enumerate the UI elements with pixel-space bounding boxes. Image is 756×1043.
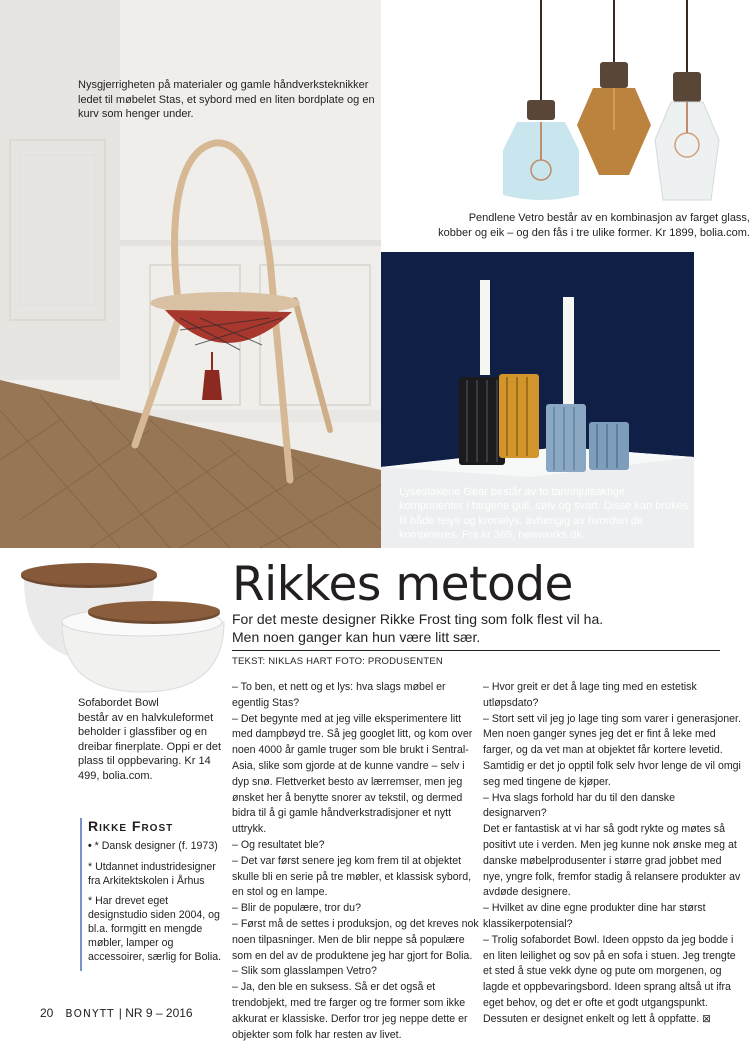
paragraph: – Først må de settes i produksjon, og det kreves nok noen tilpasninger. Men de blir neppe så populære som en del av de produktene jeg har gjort for Bolia. — [232, 917, 479, 962]
lamps-caption-line2: kobber og eik – og den fås i tre ulike former. Kr 1899, bolia.com. — [438, 226, 750, 239]
bullet-icon: • — [88, 840, 92, 852]
deck-line1: For det meste designer Rikke Frost ting som folk flest vil ha. — [232, 611, 604, 627]
fact-box — [80, 818, 228, 971]
paragraph-text: – Trolig sofabordet Bowl. Ideen oppsto da jeg bodde i en liten leilighet og sov på en sofa i stuen. Jeg trengte et sted å stue vekk dyne og pute om morgenen, og lagde et oppbevaringsbord. Ideen sprang altså ut ifra eget behov, og det er ofte et godt utgangspunkt. Dessuten er designet enkelt og lett å oppfatte. — [483, 933, 736, 1025]
article-credit: TEKST: NIKLAS HART FOTO: PRODUSENTEN — [232, 656, 443, 667]
issue-label: | NR 9 – 2016 — [118, 1006, 193, 1020]
paragraph: – Stort sett vil jeg jo lage ting som varer i generasjoner. Men noen ganger synes jeg det er fint å leke med farger, og da vet man at objektet får kortere levetid. Samtidig er det jo opptil folk selv hvor lenge de vil omgi seg med tingene de kjøper. — [483, 712, 741, 788]
gold-gear — [499, 374, 539, 458]
fact-text: * Har drevet eget designstudio siden 2004, og bl.a. formgitt en mengde møbler, lamper og accessoirer, særlig for Bolia. — [88, 895, 222, 963]
paragraph: Det er fantastisk at vi har så godt rykte og møtes så positivt ute i verden. Men jeg kunne nok ønske meg at danske møbelprodusenter i større grad jobbet med nye, yngre folk, fremfor stadig å relansere produkter av avdøde designere. — [483, 823, 741, 899]
paragraph — [483, 933, 741, 1028]
fact-text: * Dansk designer (f. 1973) — [94, 840, 218, 852]
fact-box-title: Rikke Frost — [88, 818, 174, 834]
bowl-table-photo — [14, 560, 229, 695]
chair-caption: Nysgjerrigheten på materialer og gamle håndverksteknikker ledet til møbelet Stas, et sybord med en liten bordplate og en kurv som henger under. — [78, 79, 375, 121]
paragraph: – Det begynte med at jeg ville eksperimentere litt med dampbøyd tre. Så jeg googlet litt, og kom over noen 4000 år gamle truger som ble brukt i Sentral-Asia, slike som gjorde at de kunne vandre – selv i dyp snø. Flettverket besto av lærremser, men jeg ønsket her å benytte snorer av tekstil, og dermed bidra til å gi gamle håndverkstradisjoner et nytt uttrykk. — [232, 712, 473, 836]
paragraph: – Hvor greit er det å lage ting med en estetisk utløpsdato? — [483, 681, 697, 709]
fact-item — [88, 861, 228, 889]
fact-text: * Utdannet industridesigner fra Arkitektskolen i Århus — [88, 860, 216, 887]
lamps-caption-line1: Pendlene Vetro består av en kombinasjon av farget glass, — [468, 212, 750, 224]
bowl-table-illustration — [14, 560, 229, 695]
candlesticks-caption: Lysestakene Gear består av to tannhjulsaktige komponenter i fargene gull, sølv og svart. Disse kan brukes til både telys og kronelys, avhengig av hvordan de kombineres. Fra kr 365, newworks.dk. — [399, 486, 689, 542]
fact-item — [88, 895, 228, 964]
paragraph: – Slik som glasslampen Vetro? — [232, 965, 377, 978]
bowl-caption-body: består av en halvkuleformet beholder i glassfiber og en dreibar finerplate. Oppi er det plass til oppbevaring. Kr 14 499, bolia.com. — [78, 711, 222, 782]
lamps-caption — [420, 211, 750, 240]
paragraph: – Og resultatet ble? — [232, 838, 325, 851]
magazine-brand: BONYTT — [65, 1008, 115, 1020]
paragraph: – Det var først senere jeg kom frem til at objektet skulle bli en serie på tre møbler, et klassisk sybord, en stol og en lampe. — [232, 854, 472, 899]
paragraph: – Hvilket av dine egne produkter dine har størst klassikerpotensial? — [483, 902, 706, 930]
paragraph: – Hva slags forhold har du til den danske designarven? — [483, 791, 675, 820]
paragraph: – To ben, et nett og et lys: hva slags møbel er egentlig Stas? — [232, 681, 446, 709]
bowl-caption-title: Sofabordet Bowl — [78, 697, 159, 709]
deck-line2: Men noen ganger kan hun være litt sær. — [232, 628, 481, 645]
page-footer — [40, 1006, 193, 1020]
end-mark-icon: ⊠ — [702, 1012, 711, 1025]
paragraph: – Blir de populære, tror du? — [232, 902, 361, 915]
article-column-left — [232, 680, 483, 1043]
article-deck — [232, 611, 732, 646]
article-column-right — [483, 680, 741, 1028]
fact-item — [88, 840, 228, 854]
page-number: 20 — [40, 1006, 54, 1020]
paragraph: – Ja, den ble en suksess. Så er det også et trendobjekt, med tre farger og tre former som ikke akkurat er klassiske. Derfor tror jeg neppe dette er objekter som folk har resten av livet. — [232, 981, 468, 1041]
article-headline: Rikkes metode — [232, 557, 573, 612]
bowl-caption — [78, 696, 226, 784]
black-gear — [459, 377, 505, 465]
credit-divider — [232, 650, 720, 651]
pendant-lamps-illustration — [381, 0, 756, 210]
